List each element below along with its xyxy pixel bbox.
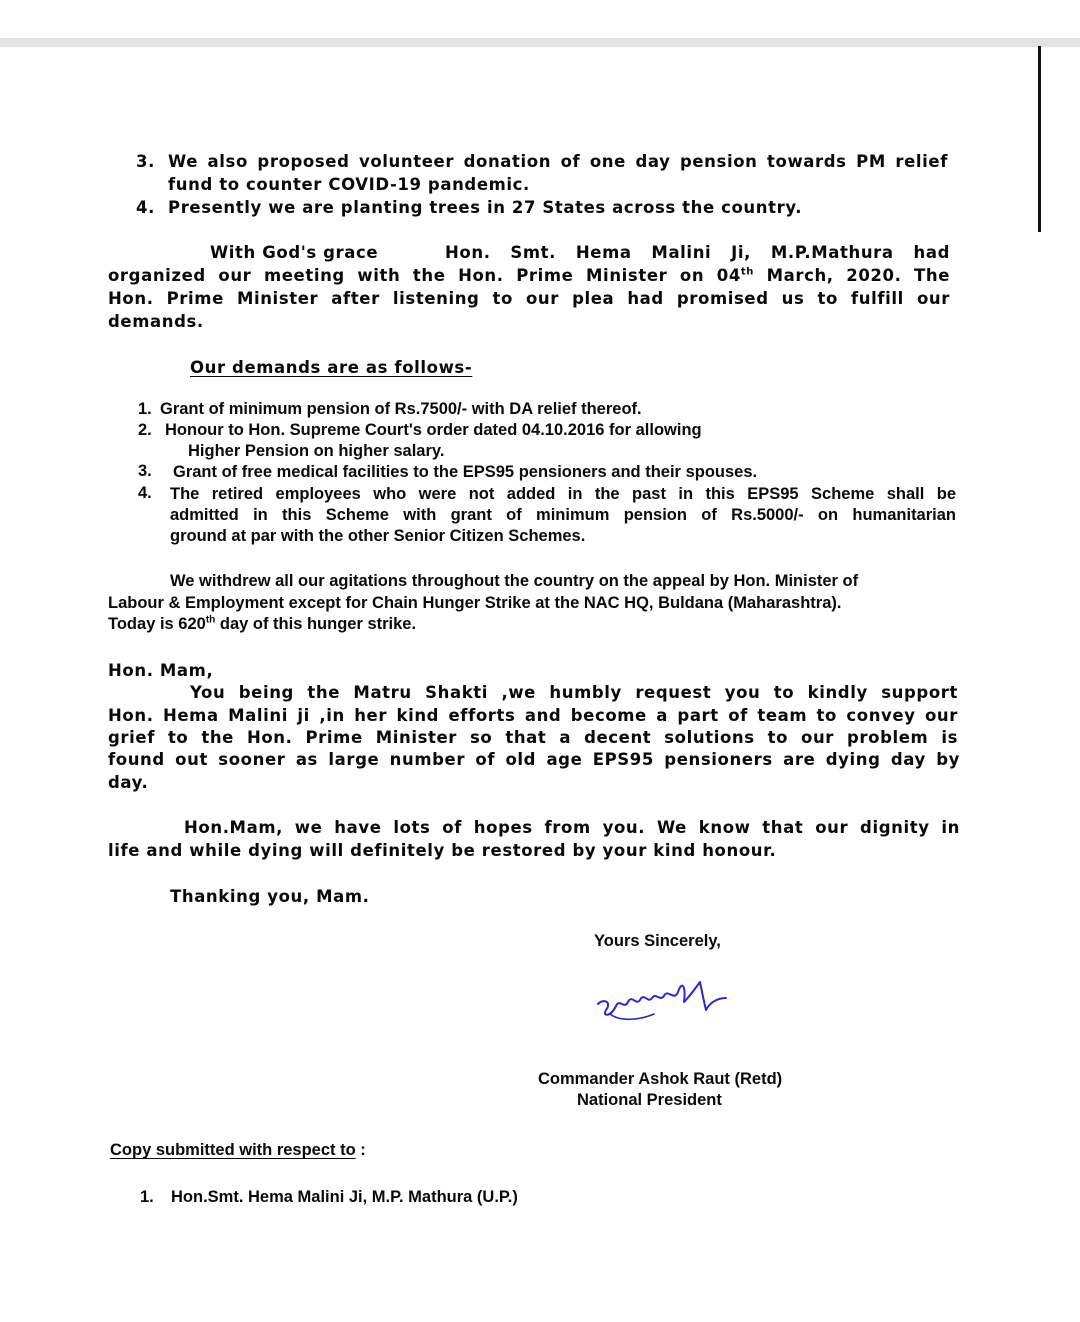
demand-2-number: 2. <box>138 421 152 439</box>
intro-point-4-line1: Presently we are planting trees in 27 States across the country. <box>168 198 803 217</box>
signatory-title: National President <box>577 1091 722 1109</box>
demand-2-line2: Higher Pension on higher salary. <box>188 442 445 460</box>
thanks-line: Thanking you, Mam. <box>170 887 370 906</box>
request-line4: found out sooner as large number of old age EPS95 pensioners are dying day by <box>108 750 960 769</box>
demand-4-line3: ground at par with the other Senior Citizen Schemes. <box>170 527 586 545</box>
demand-1-text: Grant of minimum pension of Rs.7500/- with DA relief thereof. <box>160 400 642 418</box>
meeting-line3: Hon. Prime Minister after listening to our plea had promised us to fulfill our <box>108 289 950 308</box>
meeting-line1-a: With God's grace <box>210 243 379 262</box>
meeting-line1-b: Hon. Smt. Hema Malini Ji, M.P.Mathura had <box>445 243 950 262</box>
intro-point-3-line2: fund to counter COVID-19 pandemic. <box>168 175 530 194</box>
demands-heading: Our demands are as follows- <box>190 358 473 377</box>
meeting-line4: demands. <box>108 312 204 331</box>
hopes-line1: Hon.Mam, we have lots of hopes from you. We know that our dignity in <box>184 818 960 837</box>
meeting-line2: organized our meeting with the Hon. Prime Minister on 04th March, 2020. The <box>108 266 950 285</box>
request-line1: You being the Matru Shakti ,we humbly request you to kindly support <box>190 683 958 702</box>
signatory-name: Commander Ashok Raut (Retd) <box>538 1070 783 1088</box>
intro-point-4-number: 4. <box>136 198 155 217</box>
salutation: Hon. Mam, <box>108 661 214 680</box>
top-margin <box>0 0 1080 38</box>
demand-4-line1: The retired employees who were not added in the past in this EPS95 Scheme shall be <box>170 485 956 503</box>
demand-2-line1: Honour to Hon. Supreme Court's order dated 04.10.2016 for allowing <box>165 421 702 439</box>
intro-point-3-line1: We also proposed volunteer donation of one day pension towards PM relief <box>168 152 948 171</box>
request-line3: grief to the Hon. Prime Minister so that a decent solutions to our problem is <box>108 728 958 747</box>
agitation-line1: We withdrew all our agitations throughout the country on the appeal by Hon. Minister of <box>170 572 859 590</box>
demand-1-number: 1. <box>138 400 152 418</box>
demand-3-text: Grant of free medical facilities to the EPS95 pensioners and their spouses. <box>173 463 758 481</box>
intro-point-3-number: 3. <box>136 152 155 171</box>
copy-heading: Copy submitted with respect to : <box>110 1141 366 1159</box>
request-line2: Hon. Hema Malini ji ,in her kind efforts and become a part of team to convey our <box>108 706 958 725</box>
scan-edge-line <box>1038 46 1041 232</box>
demand-4-line2: admitted in this Scheme with grant of minimum pension of Rs.5000/- on humanitarian <box>170 506 956 524</box>
handwritten-signature <box>590 962 730 1032</box>
demand-3-number: 3. <box>138 462 152 480</box>
agitation-line3: Today is 620th day of this hunger strike. <box>108 614 417 633</box>
page-top-border <box>0 38 1080 47</box>
hopes-line2: life and while dying will definitely be restored by your kind honour. <box>108 841 777 860</box>
copy-item-1-number: 1. <box>140 1188 154 1206</box>
request-line5: day. <box>108 773 149 792</box>
demand-4-number: 4. <box>138 484 152 502</box>
copy-item-1-text: Hon.Smt. Hema Malini Ji, M.P. Mathura (U.P.) <box>171 1188 518 1206</box>
agitation-line2: Labour & Employment except for Chain Hunger Strike at the NAC HQ, Buldana (Maharashtra). <box>108 594 842 612</box>
closing-line: Yours Sincerely, <box>594 932 721 950</box>
